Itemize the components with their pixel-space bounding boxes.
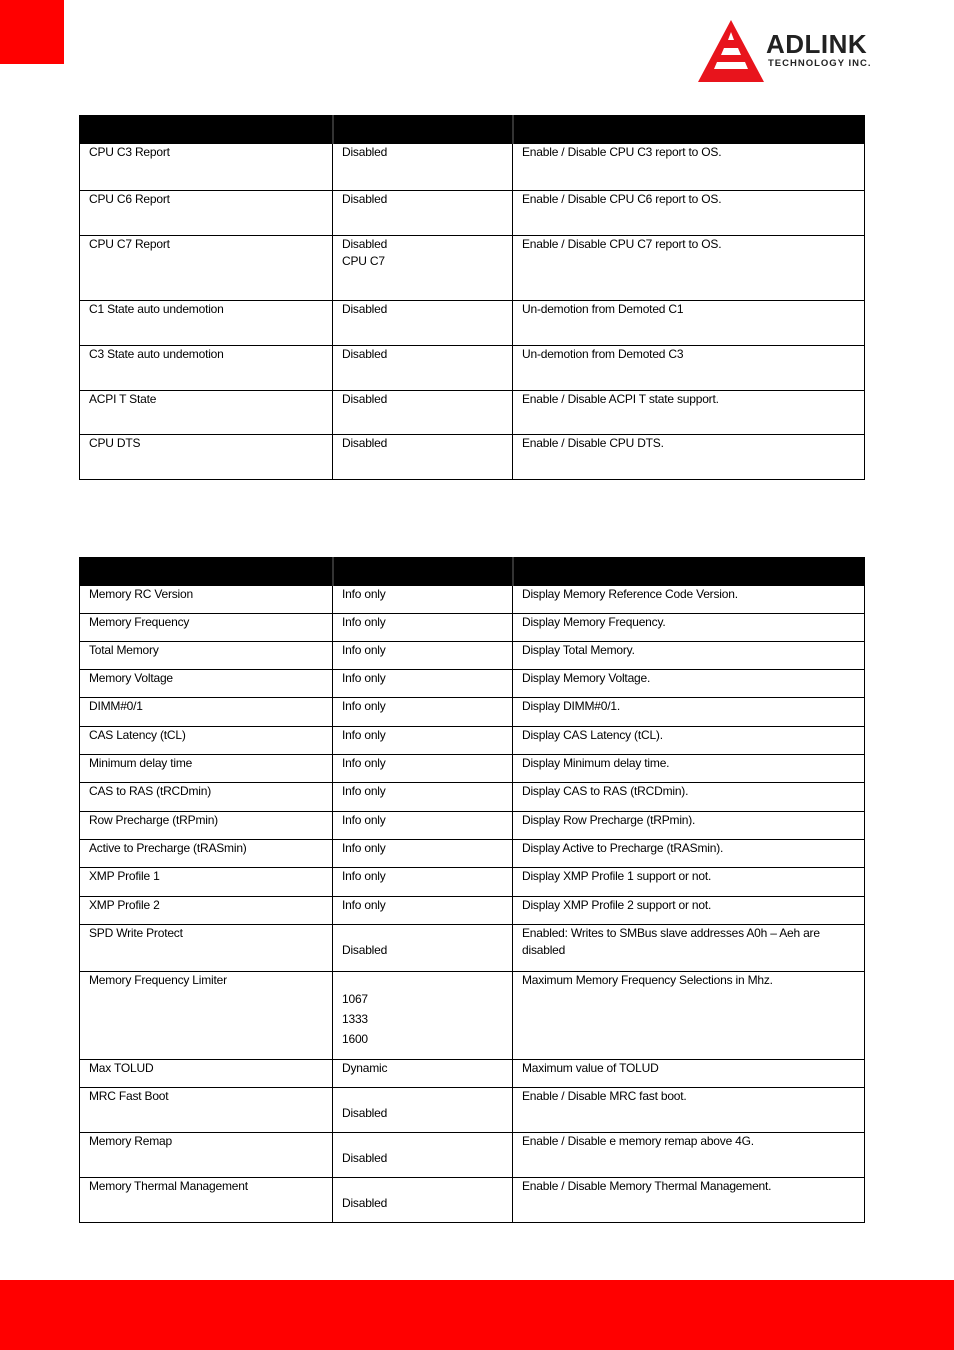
description-text: Display Total Memory. [522,642,635,657]
description-text: Maximum Memory Frequency Selections in Mhz. [522,972,773,987]
feature-label: CPU DTS [89,435,141,450]
option-value: Info only [342,586,386,601]
description-text: Display Minimum delay time. [522,755,670,770]
table-row [80,1132,865,1177]
feature-cell [80,971,333,1059]
options-cell [333,1132,513,1177]
description-text: Enable / Disable MRC fast boot. [522,1088,687,1103]
feature-cell [80,782,333,811]
feature-label: Memory Thermal Management [89,1178,248,1193]
description-text: Display CAS to RAS (tRCDmin). [522,783,689,798]
feature-cell [80,1059,333,1087]
option-value: Info only [342,670,386,685]
feature-label: Memory Frequency Limiter [89,972,227,987]
description-text: Display Active to Precharge (tRASmin). [522,840,724,855]
option-value [342,1133,504,1150]
description-cell [513,143,865,190]
description-text: Display Memory Voltage. [522,670,651,685]
description-text: Enable / Disable ACPI T state support. [522,391,719,406]
options-cell [333,726,513,754]
description-text: Display CAS Latency (tCL). [522,727,663,742]
feature-label: ACPI T State [89,391,157,406]
option-value: 1333 [342,1011,368,1026]
description-cell [513,1132,865,1177]
option-value [342,1178,504,1195]
option-value: Disabled [342,1150,388,1165]
description-text: Un-demotion from Demoted C3 [522,346,684,361]
option-value: Info only [342,812,386,827]
feature-label: SPD Write Protect [89,925,183,940]
option-value: Info only [342,755,386,770]
table-header-row [80,115,865,143]
option-value [342,972,504,989]
table-row [80,669,865,697]
feature-label: XMP Profile 1 [89,868,160,883]
feature-cell [80,867,333,896]
option-value: Disabled [342,391,388,406]
feature-label: Active to Precharge (tRASmin) [89,840,247,855]
option-value: Disabled [342,144,388,159]
option-value: Disabled [342,346,388,361]
option-value: 1067 [342,991,368,1006]
description-text: Enabled: Writes to SMBus slave addresses A0h – Aeh are disabled [522,925,820,957]
options-cell [333,1059,513,1087]
feature-cell [80,190,333,235]
feature-label: CPU C3 Report [89,144,170,159]
table-row [80,971,865,1059]
description-text: Enable / Disable CPU C7 report to OS. [522,236,722,251]
option-value: Info only [342,727,386,742]
adlink-logo [696,18,908,84]
options-cell [333,896,513,924]
table-row [80,434,865,479]
options-cell [333,697,513,726]
description-cell [513,726,865,754]
description-cell [513,300,865,345]
table-row [80,924,865,971]
description-text: Display DIMM#0/1. [522,698,620,713]
description-text: Enable / Disable e memory remap above 4G. [522,1133,754,1148]
options-cell [333,235,513,300]
feature-label: C3 State auto undemotion [89,346,224,361]
options-cell [333,390,513,434]
options-cell [333,1087,513,1132]
feature-cell [80,754,333,782]
option-value: Disabled [342,435,388,450]
table-row [80,235,865,300]
option-value: Info only [342,840,386,855]
feature-label: DIMM#0/1 [89,698,143,713]
feature-cell [80,726,333,754]
feature-label: Max TOLUD [89,1060,154,1075]
description-text: Display Row Precharge (tRPmin). [522,812,696,827]
table-row [80,190,865,235]
option-value: Disabled [342,1105,388,1120]
description-cell [513,345,865,390]
memory-table [79,557,865,1223]
option-value: Info only [342,642,386,657]
description-text: Maximum value of TOLUD [522,1060,659,1075]
options-cell [333,1177,513,1222]
description-cell [513,971,865,1059]
feature-label: Total Memory [89,642,159,657]
table-row [80,697,865,726]
option-value [342,925,504,942]
description-cell [513,782,865,811]
options-cell [333,839,513,867]
description-text: Display XMP Profile 2 support or not. [522,897,712,912]
options-cell [333,300,513,345]
option-value: Disabled [342,942,388,957]
feature-label: CAS Latency (tCL) [89,727,186,742]
option-value: Info only [342,698,386,713]
options-cell [333,143,513,190]
feature-label: Memory Voltage [89,670,173,685]
feature-label: XMP Profile 2 [89,897,160,912]
options-cell [333,190,513,235]
option-value: Disabled [342,301,388,316]
feature-cell [80,697,333,726]
table-row [80,867,865,896]
option-value: Dynamic [342,1060,388,1075]
description-cell [513,839,865,867]
feature-cell [80,1177,333,1222]
table-row [80,839,865,867]
table-row [80,641,865,669]
table-row [80,143,865,190]
option-value: Info only [342,897,386,912]
feature-label: Minimum delay time [89,755,193,770]
feature-cell [80,641,333,669]
feature-cell [80,1132,333,1177]
feature-label: MRC Fast Boot [89,1088,169,1103]
options-cell [333,585,513,613]
description-text: Enable / Disable CPU C3 report to OS. [522,144,722,159]
feature-label: Memory RC Version [89,586,193,601]
options-cell [333,641,513,669]
options-cell [333,434,513,479]
brand-tagline: TECHNOLOGY INC. [768,58,872,69]
feature-cell [80,839,333,867]
option-value: Disabled [342,191,388,206]
table-row [80,811,865,839]
table-header-row [80,557,865,585]
description-text: Display Memory Frequency. [522,614,666,629]
feature-label: Row Precharge (tRPmin) [89,812,218,827]
description-cell [513,1177,865,1222]
brand-name: ADLINK [766,29,868,59]
description-text: Un-demotion from Demoted C1 [522,301,684,316]
feature-cell [80,345,333,390]
description-cell [513,1059,865,1087]
footer-bar [0,1280,954,1350]
description-text: Enable / Disable CPU DTS. [522,435,664,450]
table-row [80,345,865,390]
option-value: Info only [342,783,386,798]
description-cell [513,896,865,924]
options-cell [333,613,513,641]
option-value: Disabled [342,236,388,251]
options-cell [333,811,513,839]
feature-cell [80,143,333,190]
option-value: Info only [342,868,386,883]
table-row [80,1177,865,1222]
description-cell [513,924,865,971]
table-row [80,300,865,345]
feature-cell [80,235,333,300]
description-text: Display Memory Reference Code Version. [522,586,738,601]
table-row [80,1087,865,1132]
corner-marker [0,0,64,64]
feature-cell [80,390,333,434]
table-row [80,1059,865,1087]
cpu-power-table [79,115,865,480]
description-cell [513,235,865,300]
options-cell [333,345,513,390]
table-row [80,613,865,641]
description-cell [513,811,865,839]
options-cell [333,924,513,971]
feature-label: CAS to RAS (tRCDmin) [89,783,212,798]
table-row [80,726,865,754]
description-text: Enable / Disable CPU C6 report to OS. [522,191,722,206]
feature-cell [80,924,333,971]
feature-label: C1 State auto undemotion [89,301,224,316]
table-row [80,390,865,434]
option-value: Disabled [342,1195,388,1210]
description-text: Enable / Disable Memory Thermal Management. [522,1178,772,1193]
options-cell [333,971,513,1059]
option-value: CPU C7 [342,253,385,268]
options-cell [333,782,513,811]
options-cell [333,867,513,896]
table-row [80,754,865,782]
feature-cell [80,669,333,697]
description-cell [513,190,865,235]
description-text: Display XMP Profile 1 support or not. [522,868,712,883]
feature-cell [80,896,333,924]
description-cell [513,585,865,613]
description-cell [513,613,865,641]
table-row [80,585,865,613]
table-row [80,782,865,811]
feature-label: Memory Frequency [89,614,190,629]
description-cell [513,1087,865,1132]
description-cell [513,641,865,669]
feature-cell [80,811,333,839]
feature-cell [80,434,333,479]
adlink-triangle-icon [696,18,766,84]
feature-cell [80,1087,333,1132]
table-row [80,896,865,924]
feature-cell [80,300,333,345]
option-value [342,1088,504,1105]
feature-cell [80,613,333,641]
description-cell [513,867,865,896]
feature-label: CPU C6 Report [89,191,170,206]
description-cell [513,669,865,697]
option-value: Info only [342,614,386,629]
feature-label: CPU C7 Report [89,236,170,251]
options-cell [333,754,513,782]
options-cell [333,669,513,697]
feature-label: Memory Remap [89,1133,172,1148]
feature-cell [80,585,333,613]
option-value: 1600 [342,1031,368,1046]
description-cell [513,434,865,479]
description-cell [513,754,865,782]
description-cell [513,390,865,434]
description-cell [513,697,865,726]
